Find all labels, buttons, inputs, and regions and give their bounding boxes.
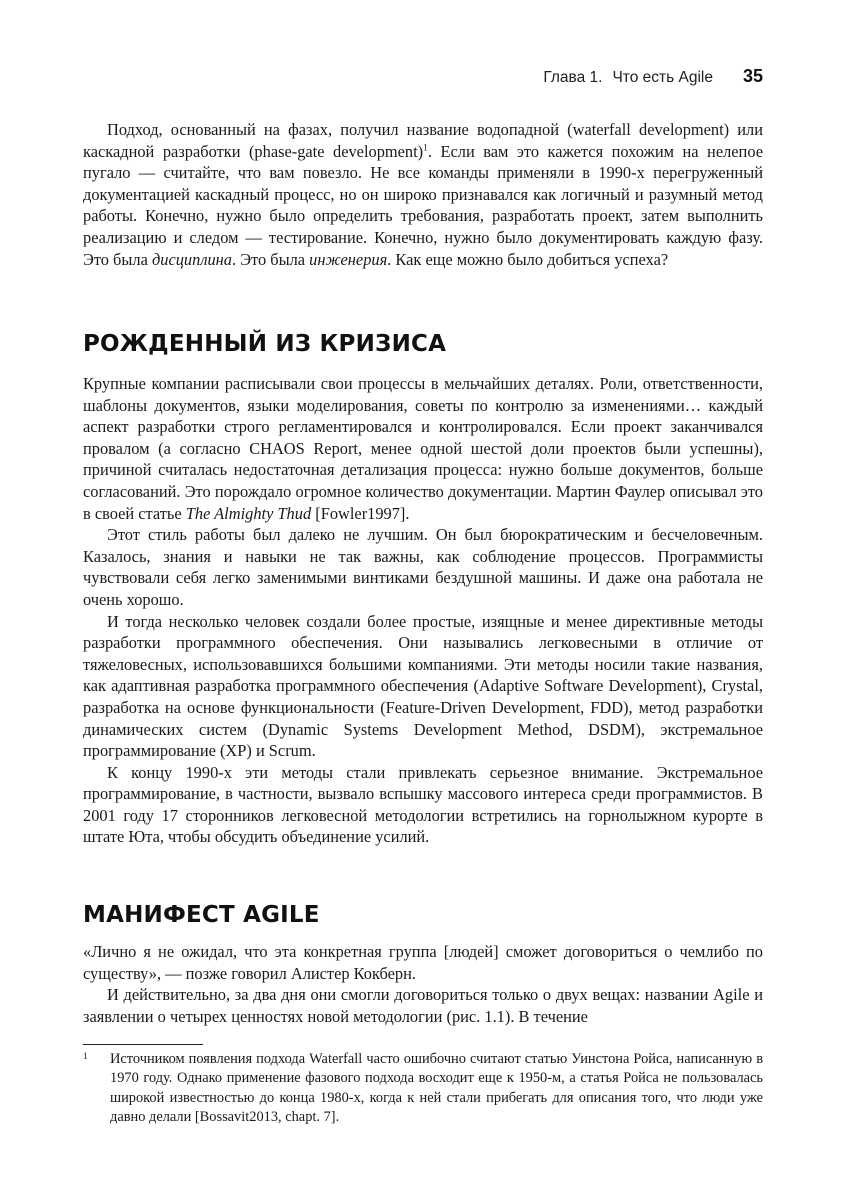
- paragraph: «Лично я не ожидал, что эта конкретная группа [людей] сможет договориться о чемлибо по существу», — позже говорил Алистер Кокберн.: [83, 942, 763, 983]
- paragraph: К концу 1990-х эти методы стали привлекать серьезное внимание. Экстремальное программирование, в частности, вызвало вспышку массового интереса среди программистов. В 2001 году 17 сторонников легковесной методологии встретились на горнолыжном курорте в штате Юта, чтобы обсудить объединение усилий.: [83, 762, 763, 847]
- paragraph: Этот стиль работы был далеко не лучшим. Он был бюрократическим и бесчеловечным. Казалось, знания и навыки не так важны, как соблюдение процессов. Программисты чувствовали себя легко заменимыми винтиками бездушной машины. И даже она работала не очень хорошо.: [83, 525, 763, 609]
- section-heading-crisis: РОЖДЕННЫЙ ИЗ КРИЗИСА: [83, 331, 447, 357]
- footnote-mark: 1: [83, 1052, 88, 1062]
- footnote-text: Источником появления подхода Waterfall часто ошибочно считают статью Уинстона Ройса, написанную в 1970 году. Однако применение фазового подхода восходит еще к 1950-м, а статья Ройса не пользовалась широкой известностью до конца 1980-х, когда к ней стали прибегать для описания того, что люди уже давно делали [Bossavit2013, chapt. 7].: [110, 1051, 763, 1125]
- intro-text: [83, 119, 763, 270]
- paragraph: Крупные компании расписывали свои процессы в мельчайших деталях. Роли, ответственности, шаблоны документов, языки моделирования, советы по контролю за изменениями… каждый аспект разработки строго регламентировался и контролировался. Если проект заканчивался провалом (а согласно CHAOS Report, менее одной шестой доли проектов были успешны), причиной считалась недостаточная детализация процесса: нужно больше документов, больше согласований. Это порождало огромное количество документации. Мартин Фаулер описывал это в своей статье The Almighty Thud [Fowler1997].: [83, 374, 763, 523]
- paragraph: И действительно, за два дня они смогли договориться только о двух вещах: названии Agile и заявлении о четырех ценностях новой методологии (рис. 1.1). В течение: [83, 985, 763, 1026]
- section-crisis-text: [83, 373, 763, 848]
- footnote-divider: [83, 1044, 203, 1045]
- chapter-label: Глава 1.: [543, 69, 603, 86]
- section-manifesto-text: [83, 941, 763, 1027]
- page-number: 35: [742, 66, 763, 86]
- paragraph: И тогда несколько человек создали более простые, изящные и менее директивные методы разработки программного обеспечения. Они назывались легковесными в отличие от тяжеловесных, использовавшихся большими компаниями. Эти методы носили такие названия, как адаптивная разработка программного обеспечения (Adaptive Software Development), Crystal, разработка на основе функциональности (Feature-Driven Development, FDD), метод разработки динамических систем (Dynamic Systems Development Method, DSDM), экстремальное программирование (XP) и Scrum.: [83, 611, 763, 761]
- chapter-title: Что есть Agile: [612, 69, 713, 86]
- section-heading-manifesto: МАНИФЕСТ AGILE: [83, 902, 320, 928]
- running-header: [543, 66, 763, 87]
- footnote-reference[interactable]: 1: [423, 143, 428, 154]
- footnote: [83, 1050, 763, 1127]
- intro-paragraph: Подход, основанный на фазах, получил название водопадной (waterfall development) или каскадной разработки (phase-gate development)$^1$. Если вам это кажется похожим на нелепое пугало — считайте, что вам повезло. Не все команды применяли в 1990-х перегруженный документацией каскадный процесс, но он широко признавался как логичный и разумный метод работы. Конечно, нужно было определить требования, разработать проект, затем выполнить реализацию и следом — тестирование. Конечно, нужно было документировать каждую фазу. Это была дисциплина. Это была инженерия. Как еще можно было добиться успеха?: [83, 120, 763, 269]
